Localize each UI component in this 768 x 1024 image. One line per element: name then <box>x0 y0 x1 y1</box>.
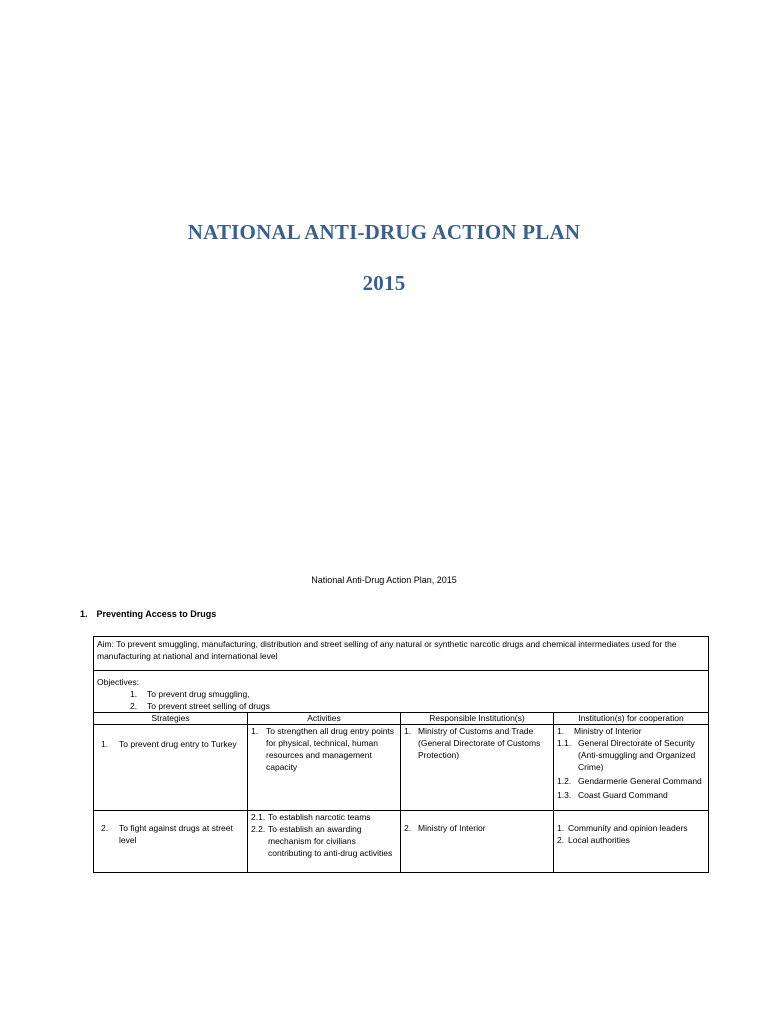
strategy-number: 2. <box>101 823 109 833</box>
activity-item <box>251 823 397 859</box>
objective-text: To prevent street selling of drugs <box>147 701 270 711</box>
cooperation-number: 1.2. <box>557 776 572 786</box>
document-title: NATIONAL ANTI-DRUG ACTION PLAN <box>187 220 581 244</box>
activity-text: To establish narcotic teams <box>268 812 371 822</box>
section-number: 1. <box>80 609 88 619</box>
header-strategies: Strategies <box>94 713 248 725</box>
header-activities: Activities <box>248 713 401 725</box>
cooperation-item <box>557 737 705 773</box>
cooperation-number: 1. <box>557 726 565 736</box>
activity-number: 2.1. <box>251 812 266 822</box>
responsible-text: Ministry of Interior <box>418 823 486 833</box>
cooperation-number: 2. <box>557 835 565 845</box>
activities-cell <box>248 725 401 811</box>
header-row <box>94 713 709 725</box>
header-cooperation: Institution(s) for cooperation <box>554 713 709 725</box>
activity-text: To strengthen all drug entry points for physical, technical, human resources and management capacity <box>266 726 395 772</box>
cooperation-item <box>557 822 705 834</box>
cooperation-number: 1.1. <box>557 738 572 748</box>
objective-text: To prevent drug smuggling, <box>147 689 250 699</box>
cooperation-cell <box>554 725 709 811</box>
strategy-text: To prevent drug entry to Turkey <box>119 739 237 749</box>
responsible-item <box>404 725 550 761</box>
strategy-text: To fight against drugs at street level <box>119 823 233 845</box>
strategy-item <box>97 738 244 750</box>
activity-item <box>251 725 397 773</box>
cooperation-number: 1.3. <box>557 790 572 800</box>
strategy-item <box>97 822 244 846</box>
responsible-cell <box>401 725 554 811</box>
document-year: 2015 <box>362 271 406 295</box>
objective-number: 1. <box>130 689 138 699</box>
aim-row <box>94 637 709 671</box>
responsible-number: 2. <box>404 823 412 833</box>
cooperation-number: 1. <box>557 823 565 833</box>
table-row <box>94 725 709 811</box>
section-title: Preventing Access to Drugs <box>96 609 217 619</box>
cooperation-text: General Directorate of Security (Anti-smuggling and Organized Crime) <box>578 738 696 772</box>
responsible-number: 1. <box>404 726 412 736</box>
strategy-cell <box>94 811 248 873</box>
responsible-text: Ministry of Customs and Trade (General Directorate of Customs Protection) <box>418 726 541 760</box>
activities-cell <box>248 811 401 873</box>
cooperation-text: Local authorities <box>568 835 630 845</box>
table-row <box>94 811 709 873</box>
cooperation-text: Community and opinion leaders <box>568 823 688 833</box>
activity-text: To establish an awarding mechanism for civilians contributing to anti-drug activities <box>268 824 393 858</box>
objective-number: 2. <box>130 701 138 711</box>
objective-item <box>97 688 705 700</box>
page-subtitle: National Anti-Drug Action Plan, 2015 <box>311 575 457 585</box>
cooperation-item <box>557 775 705 787</box>
cooperation-cell <box>554 811 709 873</box>
cooperation-item <box>557 834 705 846</box>
cooperation-text: Gendarmerie General Command <box>578 776 702 786</box>
action-plan-table <box>93 636 709 873</box>
responsible-item <box>404 822 550 834</box>
objectives-cell <box>94 671 709 713</box>
activity-number: 1. <box>251 726 259 736</box>
header-responsible: Responsible Institution(s) <box>401 713 554 725</box>
objective-item <box>97 700 705 712</box>
activity-number: 2.2. <box>251 824 266 834</box>
cooperation-item <box>557 725 705 737</box>
objectives-row <box>94 671 709 713</box>
aim-text: Aim: To prevent smuggling, manufacturing, distribution and street selling of any natural or synthetic narcotic drugs and chemical intermediates used for the manufacturing at national and international level <box>97 639 677 661</box>
cooperation-text: Coast Guard Command <box>578 790 668 800</box>
strategy-number: 1. <box>101 739 109 749</box>
objectives-label: Objectives: <box>97 677 140 687</box>
strategy-cell <box>94 725 248 811</box>
activity-item <box>251 811 397 823</box>
cooperation-text: Ministry of Interior <box>574 726 642 736</box>
aim-cell <box>94 637 709 671</box>
section-heading <box>80 609 216 619</box>
responsible-cell <box>401 811 554 873</box>
cooperation-item <box>557 789 705 801</box>
